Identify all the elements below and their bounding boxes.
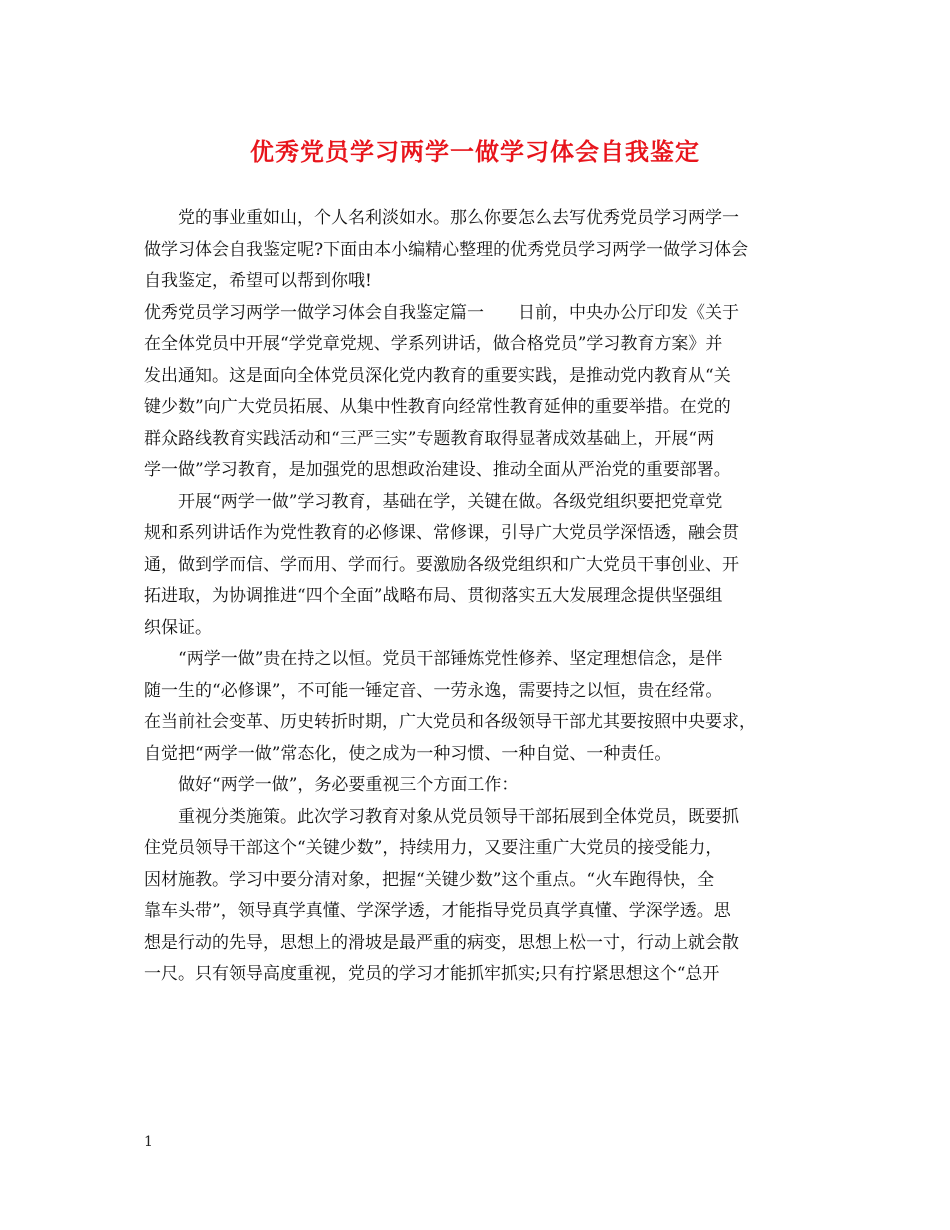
text-line: 织保证。 (144, 617, 212, 638)
text-line: 党的事业重如山，个人名利淡如水。那么你要怎么去写优秀党员学习两学一 (178, 208, 739, 228)
text-line: 靠车头带”，领导真学真懂、学深学透，才能指导党员真学真懂、学深学透。思 (144, 901, 731, 921)
text-line: 做好“两学一做”，务必要重视三个方面工作： (178, 775, 519, 795)
text-line: 想是行动的先导，思想上的滑坡是最严重的病变，思想上松一寸，行动上就会散 (144, 932, 739, 953)
text-line: “两学一做”贵在持之以恒。党员干部锤炼党性修养、坚定理想信念，是伴 (178, 649, 723, 669)
text-line: 开展“两学一做”学习教育，基础在学，关键在做。各级党组织要把党章党 (178, 491, 723, 512)
text-line: 自我鉴定，希望可以帮到你哦! (144, 271, 372, 291)
text-line: 优秀党员学习两学一做学习体会自我鉴定篇一 日前，中央办公厅印发《关于 (144, 302, 739, 323)
text-line: 住党员领导干部这个“关键少数”，持续用力，又要注重广大党员的接受能力， (144, 838, 723, 858)
text-line: 群众路线教育实践活动和“三严三实”专题教育取得显著成效基础上，开展“两 (144, 428, 715, 449)
text-line: 规和系列讲话作为党性教育的必修课、常修课，引导广大党员学深悟透，融会贯 (144, 523, 739, 543)
text-line: 通，做到学而信、学而用、学而行。要激励各级党组织和广大党员干事创业、开 (144, 554, 739, 575)
document-body (144, 203, 824, 991)
text-line: 因材施教。学习中要分清对象，把握“关键少数”这个重点。“火车跑得快，全 (144, 869, 715, 890)
page-number: 1 (144, 1134, 153, 1150)
text-line: 重视分类施策。此次学习教育对象从党员领导干部拓展到全体党员，既要抓 (178, 806, 739, 827)
text-line: 一尺。只有领导高度重视，党员的学习才能抓牢抓实;只有拧紧思想这个“总开 (144, 964, 720, 984)
text-line: 发出通知。这是面向全体党员深化党内教育的重要实践，是推动党内教育从“关 (144, 365, 731, 386)
text-line: 在当前社会变革、历史转折时期，广大党员和各级领导干部尤其要按照中央要求， (144, 712, 756, 732)
text-line: 拓进取，为协调推进“四个全面”战略布局、贯彻落实五大发展理念提供坚强组 (144, 586, 723, 606)
text-line: 键少数”向广大党员拓展、从集中性教育向经常性教育延伸的重要举措。在党的 (144, 397, 731, 417)
text-line: 在全体党员中开展“学党章党规、学系列讲话，做合格党员”学习教育方案》并 (144, 334, 723, 354)
text-line: 做学习体会自我鉴定呢?下面由本小编精心整理的优秀党员学习两学一做学习体会 (144, 239, 749, 260)
text-line: 自觉把“两学一做”常态化，使之成为一种习惯、一种自觉、一种责任。 (144, 743, 672, 764)
text-line: 学一做”学习教育，是加强党的思想政治建设、推动全面从严治党的重要部署。 (144, 460, 731, 480)
text-line: 随一生的“必修课”，不可能一锤定音、一劳永逸，需要持之以恒，贵在经常。 (144, 680, 723, 701)
document-title: 优秀党员学习两学一做学习体会自我鉴定 (250, 137, 700, 166)
